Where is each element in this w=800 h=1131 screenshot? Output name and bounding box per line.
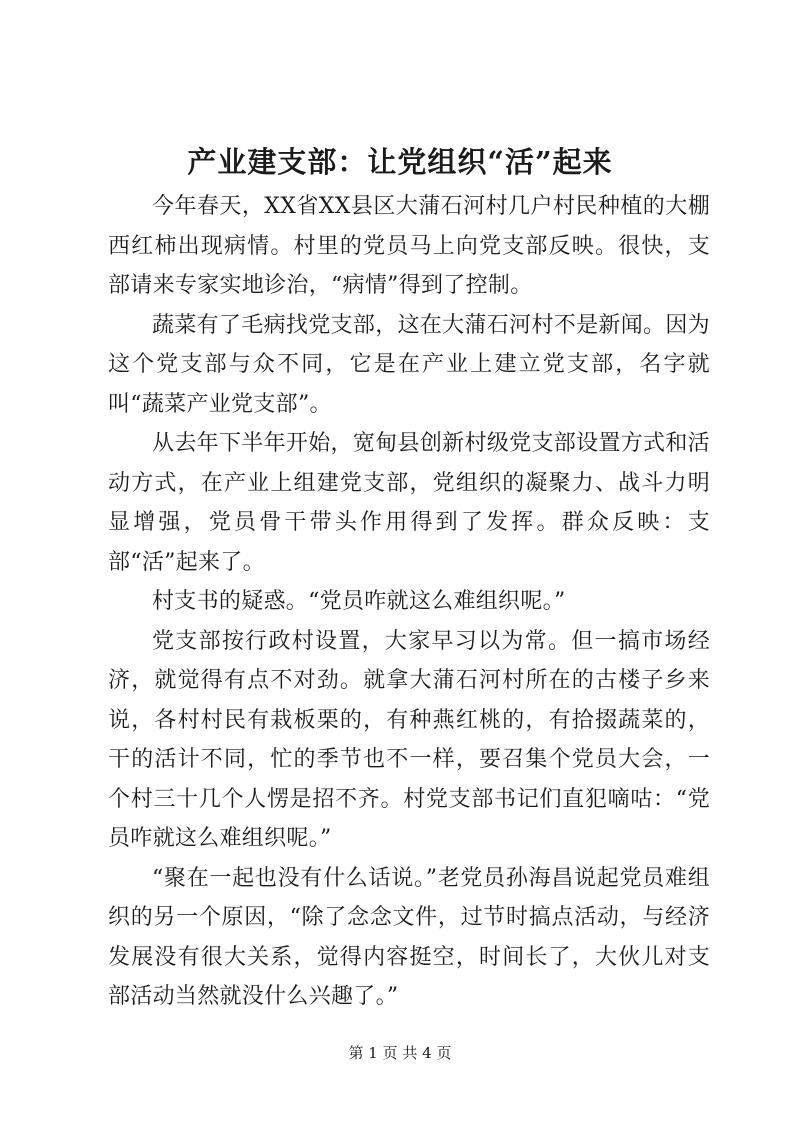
paragraph-1: 今年春天，XX省XX县区大蒲石河村几户村民种植的大棚西红柿出现病情。村里的党员马上向党支部反映。很快，支部请来专家实地诊治，“病情”得到了控制。 (108, 194, 710, 298)
paragraph-2: 蔬菜有了毛病找党支部，这在大蒲石河村不是新闻。因为这个党支部与众不同，它是在产业上建立党支部，名字就叫“蔬菜产业党支部”。 (108, 312, 710, 417)
document-title: 产业建支部：让党组织“活”起来 (187, 145, 613, 179)
paragraph-6: “聚在一起也没有什么话说。”老党员孙海昌说起党员难组织的另一个原因，“除了念念文件，过节时搞点活动，与经济发展没有很大关系，觉得内容挺空，时间长了，大伙儿对支部活动当然就没什么兴趣了。” (108, 865, 710, 1009)
paragraph-5: 党支部按行政村设置，大家早习以为常。但一搞市场经济，就觉得有点不对劲。就拿大蒲石河村所在的古楼子乡来说，各村村民有栽板栗的，有种燕红桃的，有拾掇蔬菜的，干的活计不同，忙的季节也不一样，要召集个党员大会，一个村三十几个人愣是招不齐。村党支部书记们直犯嘀咕：“党员咋就这么难组织呢。” (108, 628, 710, 851)
document-body (108, 187, 710, 1017)
page-footer: 第 1 页 共 4 页 (348, 1044, 452, 1062)
paragraph-3: 从去年下半年开始，宽甸县创新村级党支部设置方式和活动方式，在产业上组建党支部，党组织的凝聚力、战斗力明显增强，党员骨干带头作用得到了发挥。群众反映：支部“活”起来了。 (108, 431, 710, 575)
paragraph-4: 村支书的疑惑。“党员咋就这么难组织呢。” (152, 589, 566, 614)
